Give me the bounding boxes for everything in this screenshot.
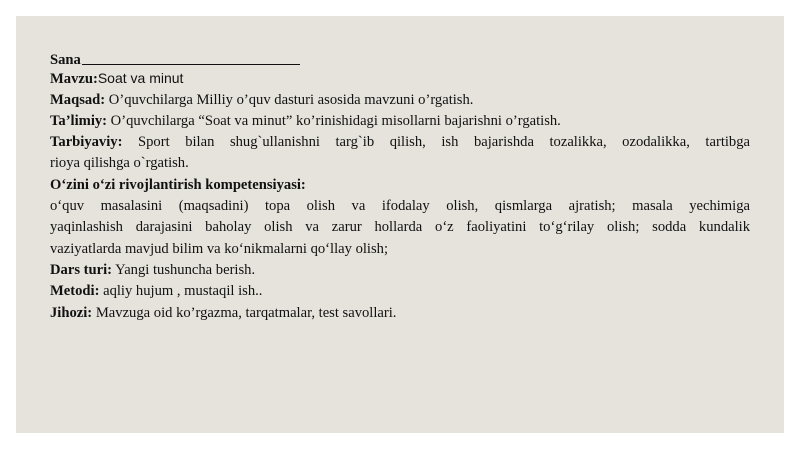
maqsad-value: O’quvchilarga Milliy o’quv dasturi asosida mavzuni o’rgatish.	[105, 91, 474, 108]
talimiy-row	[50, 111, 750, 132]
sana-row	[50, 47, 750, 68]
tarbiyaviy-continuation: rioya qilishga o`rgatish.	[50, 155, 189, 172]
mavzu-row	[50, 68, 750, 89]
mavzu-label: Mavzu:	[50, 71, 98, 88]
maqsad-row	[50, 90, 750, 111]
slide	[16, 16, 784, 433]
competence-line1: o‘quv masalasini (maqsadini) topa olish va ifodalay olish, qismlarga ajratish; masala yechimiga	[50, 198, 750, 215]
tarbiyaviy-value-line1: Sport bilan shug`ullanishni targ`ib qilish, ish bajarishda tozalikka, ozodalikka, tartibga	[122, 134, 750, 151]
maqsad-label: Maqsad:	[50, 91, 106, 108]
jihozi-label: Jihozi:	[50, 304, 93, 321]
metodi-value: aqliy hujum , mustaqil ish..	[99, 283, 263, 300]
jihozi-value: Mavzuga oid ko’rgazma, tarqatmalar, test savollari.	[92, 304, 397, 321]
sana-blank-line	[82, 48, 300, 65]
tarbiyaviy-label: Tarbiyaviy:	[50, 134, 123, 151]
tarbiyaviy-row	[50, 132, 750, 153]
sana-label: Sana	[50, 52, 81, 68]
lesson-plan	[50, 47, 750, 324]
dars-turi-label: Dars turi:	[50, 261, 113, 278]
talimiy-label: Ta’limiy:	[50, 112, 108, 129]
competence-heading: O‘zini o‘zi rivojlantirish kompetensiyasi:	[50, 176, 306, 193]
dars-turi-value: Yangi tushuncha berish.	[112, 261, 256, 278]
competence-line2: yaqinlashish darajasini baholay olish va zarur hollarda o‘z faoliyatini to‘g‘rilay olish; sodda kundalik	[50, 219, 750, 236]
mavzu-value: Soat va minut	[97, 70, 184, 87]
dars-turi-row	[50, 260, 750, 281]
jihozi-row	[50, 303, 750, 324]
metodi-row	[50, 281, 750, 302]
competence-line3: vaziyatlarda mavjud bilim va ko‘nikmalarni qo‘llay olish;	[50, 240, 389, 257]
metodi-label: Metodi:	[50, 283, 100, 300]
talimiy-value: O’quvchilarga “Soat va minut” ko’rinishidagi misollarni bajarishni o’rgatish.	[107, 112, 561, 129]
